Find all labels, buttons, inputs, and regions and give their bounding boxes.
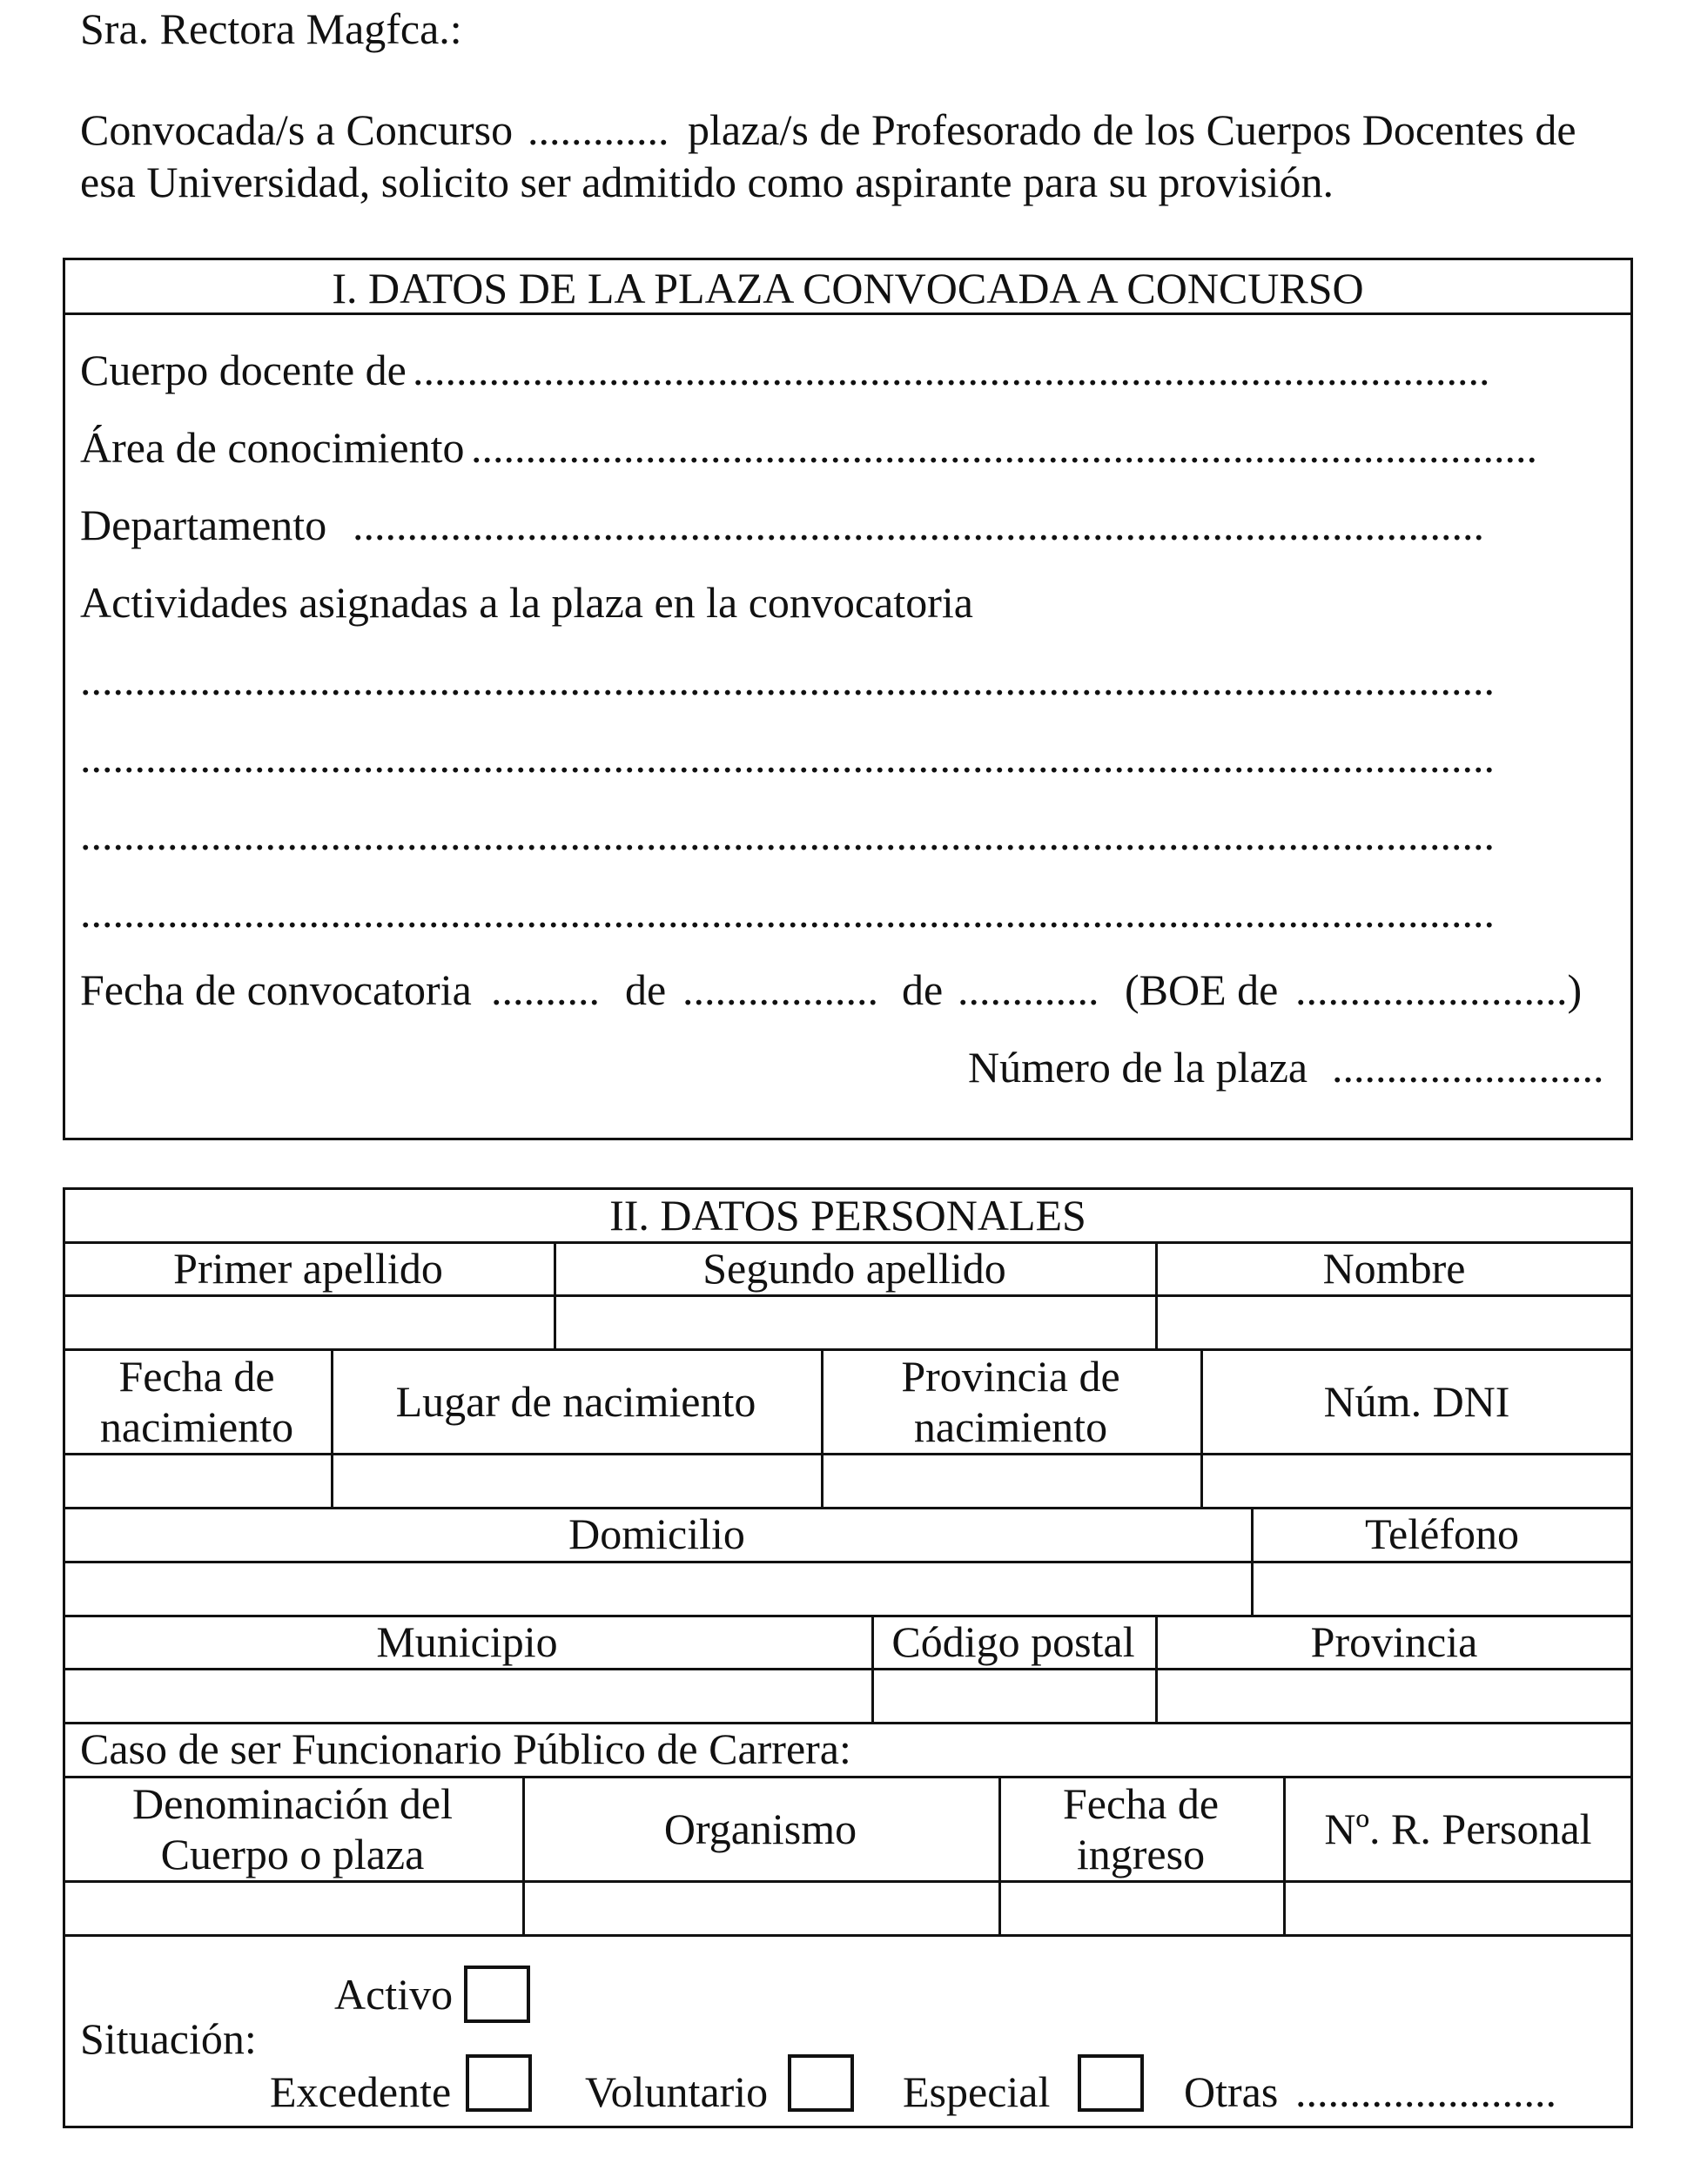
- provincia-label: Provincia: [1310, 1617, 1478, 1666]
- nombre-label: Nombre: [1322, 1244, 1466, 1293]
- section-1-title-divider: [63, 312, 1633, 315]
- segundo-apellido-input[interactable]: [557, 1297, 1153, 1346]
- excedente-checkbox[interactable]: [466, 2054, 532, 2112]
- section-2-title: II. DATOS PERSONALES: [609, 1191, 1086, 1240]
- otras-label: Otras: [1184, 2067, 1279, 2116]
- actividades-line-2[interactable]: ..................................................................................................................................: [80, 733, 1495, 782]
- situacion-label: Situación:: [80, 2014, 257, 2063]
- rule: [63, 1934, 1633, 1937]
- fecha-mes-field[interactable]: ..................: [682, 965, 878, 1014]
- actividades-line-3[interactable]: ..................................................................................................................................: [80, 810, 1495, 859]
- col-divider: [1200, 1348, 1203, 1507]
- rule: [63, 1776, 1633, 1778]
- rule: [63, 1348, 1633, 1351]
- domicilio-label: Domicilio: [568, 1509, 745, 1558]
- activo-checkbox[interactable]: [464, 1966, 530, 2023]
- actividades-label: Actividades asignadas a la plaza en la convocatoria: [80, 578, 973, 627]
- especial-checkbox[interactable]: [1078, 2054, 1144, 2112]
- area-conocimiento-field[interactable]: ..................................................................................................: [471, 423, 1537, 472]
- segundo-apellido-label: Segundo apellido: [702, 1244, 1006, 1293]
- fecha-convocatoria-label: Fecha de convocatoria: [80, 965, 472, 1014]
- col-divider: [331, 1348, 333, 1507]
- numero-plaza-field[interactable]: .........................: [1332, 1043, 1604, 1092]
- nrp-label: Nº. R. Personal: [1324, 1804, 1592, 1853]
- intro-line1-suffix: plaza/s de Profesorado de los Cuerpos Docentes de: [688, 105, 1576, 154]
- domicilio-input[interactable]: [66, 1563, 1248, 1612]
- municipio-label: Municipio: [376, 1617, 558, 1666]
- lugar-nacimiento-input[interactable]: [334, 1455, 818, 1504]
- boe-label: (BOE de: [1125, 965, 1279, 1014]
- numero-plaza-label: Número de la plaza: [968, 1043, 1308, 1092]
- col-divider: [1283, 1776, 1286, 1934]
- col-divider: [522, 1776, 525, 1934]
- fecha-ingreso-input[interactable]: [1002, 1883, 1281, 1932]
- provincia-nacimiento-label-2: nacimiento: [913, 1402, 1108, 1451]
- salutation: Sra. Rectora Magfca.:: [80, 4, 462, 53]
- fecha-ingreso-label-1: Fecha de: [1062, 1779, 1220, 1828]
- especial-label: Especial: [903, 2067, 1051, 2116]
- cuerpo-docente-label: Cuerpo docente de: [80, 346, 407, 394]
- codigo-postal-input[interactable]: [875, 1670, 1153, 1719]
- fecha-ingreso-label-2: ingreso: [1076, 1830, 1206, 1878]
- denominacion-label-2: Cuerpo o plaza: [160, 1830, 425, 1878]
- departamento-label: Departamento: [80, 501, 327, 549]
- area-conocimiento-label: Área de conocimiento: [80, 423, 465, 472]
- intro-plazas-blank[interactable]: .............: [528, 105, 669, 154]
- fecha-dia-field[interactable]: ..........: [491, 965, 600, 1014]
- fecha-nacimiento-label-1: Fecha de: [118, 1352, 275, 1401]
- fecha-nacimiento-label-2: nacimiento: [99, 1402, 294, 1451]
- organismo-input[interactable]: [526, 1883, 996, 1932]
- fecha-anio-field[interactable]: .............: [958, 965, 1099, 1014]
- boe-field[interactable]: .........................): [1295, 965, 1583, 1014]
- excedente-label: Excedente: [270, 2067, 452, 2116]
- fecha-de-2: de: [902, 965, 944, 1014]
- nombre-input[interactable]: [1159, 1297, 1630, 1346]
- actividades-line-1[interactable]: ..................................................................................................................................: [80, 655, 1495, 704]
- fecha-nacimiento-input[interactable]: [66, 1455, 328, 1504]
- dni-input[interactable]: [1204, 1455, 1630, 1504]
- telefono-label: Teléfono: [1365, 1509, 1519, 1558]
- departamento-field[interactable]: ........................................................................................................: [353, 501, 1484, 549]
- voluntario-label: Voluntario: [585, 2067, 769, 2116]
- otras-field[interactable]: ........................: [1295, 2067, 1556, 2116]
- intro-line1-prefix: Convocada/s a Concurso: [80, 105, 514, 154]
- codigo-postal-label: Código postal: [891, 1617, 1135, 1666]
- denominacion-label-1: Denominación del: [132, 1779, 453, 1828]
- actividades-line-4[interactable]: ..................................................................................................................................: [80, 888, 1495, 937]
- organismo-label: Organismo: [663, 1804, 857, 1853]
- lugar-nacimiento-label: Lugar de nacimiento: [395, 1377, 756, 1426]
- section-1-title: I. DATOS DE LA PLAZA CONVOCADA A CONCURSO: [332, 264, 1364, 312]
- dni-label: Núm. DNI: [1323, 1377, 1510, 1426]
- provincia-nacimiento-input[interactable]: [824, 1455, 1198, 1504]
- voluntario-checkbox[interactable]: [788, 2054, 854, 2112]
- provincia-input[interactable]: [1159, 1670, 1630, 1719]
- telefono-input[interactable]: [1254, 1563, 1630, 1612]
- provincia-nacimiento-label-1: Provincia de: [901, 1352, 1120, 1401]
- cuerpo-docente-field[interactable]: ...................................................................................................: [413, 346, 1490, 394]
- primer-apellido-input[interactable]: [66, 1297, 551, 1346]
- activo-label: Activo: [334, 1970, 454, 2019]
- denominacion-input[interactable]: [66, 1883, 520, 1932]
- nrp-input[interactable]: [1287, 1883, 1630, 1932]
- municipio-input[interactable]: [66, 1670, 869, 1719]
- fecha-de-1: de: [625, 965, 667, 1014]
- funcionario-heading: Caso de ser Funcionario Público de Carrera:: [80, 1724, 851, 1773]
- intro-line2: esa Universidad, solicito ser admitido como aspirante para su provisión.: [80, 158, 1334, 206]
- primer-apellido-label: Primer apellido: [173, 1244, 443, 1293]
